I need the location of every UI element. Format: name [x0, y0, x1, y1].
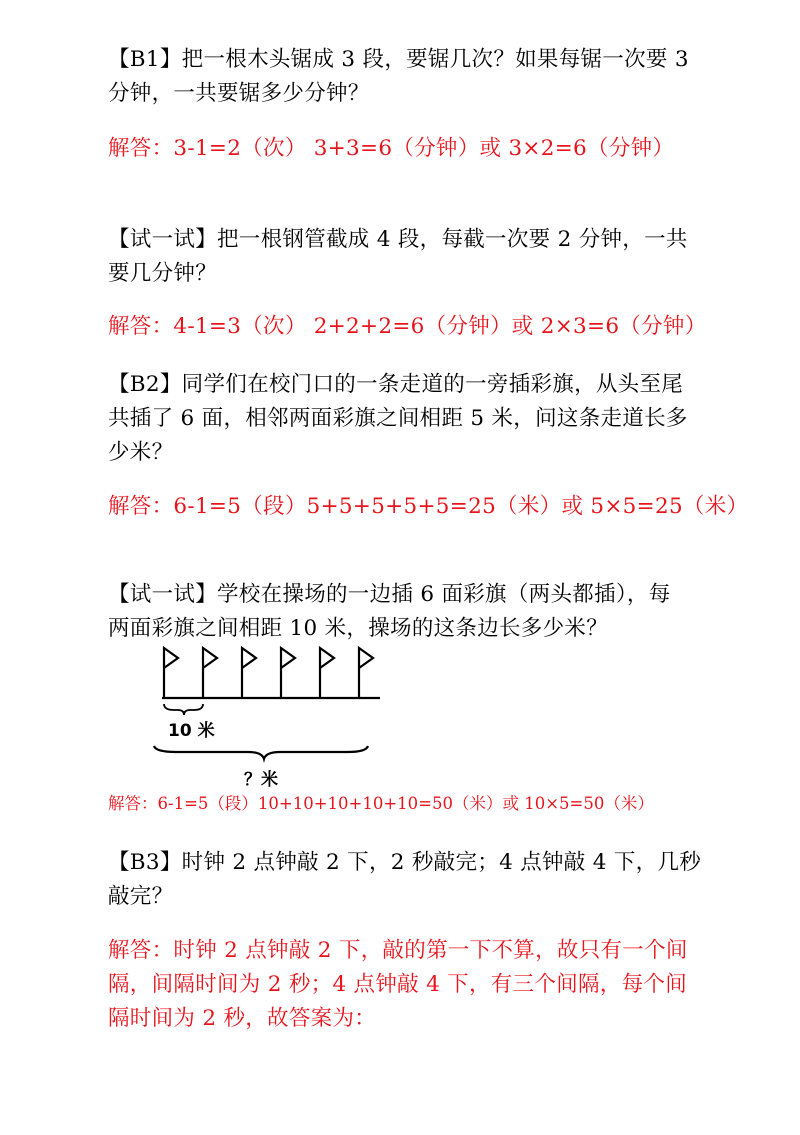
try1-answer-line: 解答：4-1=3（次） 2+2+2=6（分钟）或 2×3=6（分钟）: [108, 314, 707, 339]
b1-question-line: 【B1】把一根木头锯成 3 段，要锯几次？如果每锯一次要 3: [108, 47, 689, 72]
try2-question-line: 【试一试】学校在操场的一边插 6 面彩旗（两头都插），每: [108, 582, 671, 607]
b1-answer: [108, 132, 698, 166]
b2-answer-line: 解答：6-1=5（段）5+5+5+5+5=25（米）或 5×5=25（米）: [108, 494, 749, 519]
b3-question-line: 【B3】时钟 2 点钟敲 2 下，2 秒敲完；4 点钟敲 4 下，几秒: [108, 850, 702, 875]
b1-question: [108, 43, 698, 111]
b3-answer: [108, 934, 698, 1036]
b2-question-line: 共插了 6 面，相邻两面彩旗之间相距 5 米，问这条走道长多: [108, 406, 688, 431]
try1-answer: [108, 310, 707, 344]
try2-answer-line: 解答：6-1=5（段）10+10+10+10+10=50（米）或 10×5=50（米）: [108, 794, 654, 813]
gap-label: 10 米: [168, 721, 215, 741]
b3-question-line: 敲完？: [108, 884, 174, 909]
b3-answer-line: 隔时间为 2 秒，故答案为：: [108, 1006, 377, 1031]
try2-question-line: 两面彩旗之间相距 10 米，操场的这条边长多少米？: [108, 616, 609, 641]
try1-question-line: 要几分钟？: [108, 261, 218, 286]
flag-2: [203, 648, 217, 698]
try1-question: [108, 223, 698, 291]
flag-5: [320, 648, 334, 698]
flag-1: [164, 648, 178, 698]
flag-diagram: [148, 640, 388, 790]
try2-answer: [108, 792, 698, 816]
b2-question: [108, 368, 698, 470]
b3-answer-line: 解答：时钟 2 点钟敲 2 下，敲的第一下不算，故只有一个间: [108, 938, 688, 963]
b2-question-line: 【B2】同学们在校门口的一条走道的一旁插彩旗，从头至尾: [108, 372, 684, 397]
b2-question-line: 少米？: [108, 440, 174, 465]
b3-question: [108, 846, 702, 914]
b2-answer: [108, 490, 749, 524]
b3-answer-line: 隔，间隔时间为 2 秒；4 点钟敲 4 下，有三个间隔，每个间: [108, 972, 688, 997]
b1-answer-line: 解答：3-1=2（次） 3+3=6（分钟）或 3×2=6（分钟）: [108, 136, 675, 161]
flag-3: [242, 648, 256, 698]
total-brace: [154, 746, 368, 759]
try2-question: [108, 578, 698, 646]
flag-4: [281, 648, 295, 698]
total-label: ？米: [244, 770, 278, 790]
gap-brace: [164, 704, 203, 715]
flag-6: [359, 648, 373, 698]
b1-question-line: 分钟，一共要锯多少分钟？: [108, 81, 370, 106]
try1-question-line: 【试一试】把一根钢管截成 4 段，每截一次要 2 分钟，一共: [108, 227, 688, 252]
